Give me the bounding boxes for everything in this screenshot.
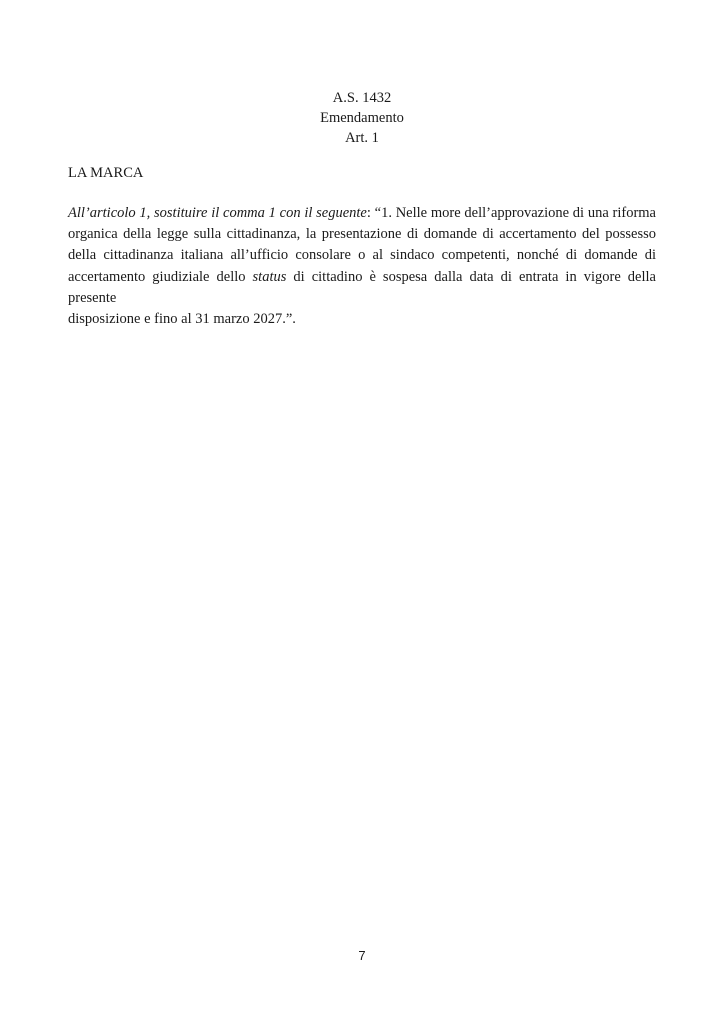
status-term: status	[252, 268, 287, 285]
article-reference: Art. 1	[345, 130, 379, 146]
amendment-line: organica della legge sulla cittadinanza, la presentazione di domande di accertamento del possesso	[68, 226, 656, 243]
proposer-name: LA MARCA	[68, 165, 144, 181]
page-number: 7	[358, 948, 366, 963]
amendment-text	[68, 203, 656, 330]
amendment-header	[0, 88, 724, 148]
amendment-text-segment: : “1. Nelle more dell’approvazione di una riforma	[366, 205, 656, 221]
amendment-line	[68, 203, 656, 224]
amendment-line: della cittadinanza italiana all’ufficio consolare o al sindaco competenti, nonché di domande di	[68, 247, 656, 264]
amendment-line: disposizione e fino al 31 marzo 2027.”.	[68, 311, 296, 328]
amendment-line	[68, 267, 656, 309]
amendment-text-segment: accertamento giudiziale dello	[68, 268, 253, 285]
amendment-text-segment: di cittadino è sospesa dalla data di entrata in vigore della presente	[68, 268, 656, 306]
document-type: Emendamento	[320, 110, 404, 126]
amendment-instruction: All’articolo 1, sostituire il comma 1 con il seguente	[68, 205, 367, 221]
bill-number: A.S. 1432	[332, 90, 392, 106]
